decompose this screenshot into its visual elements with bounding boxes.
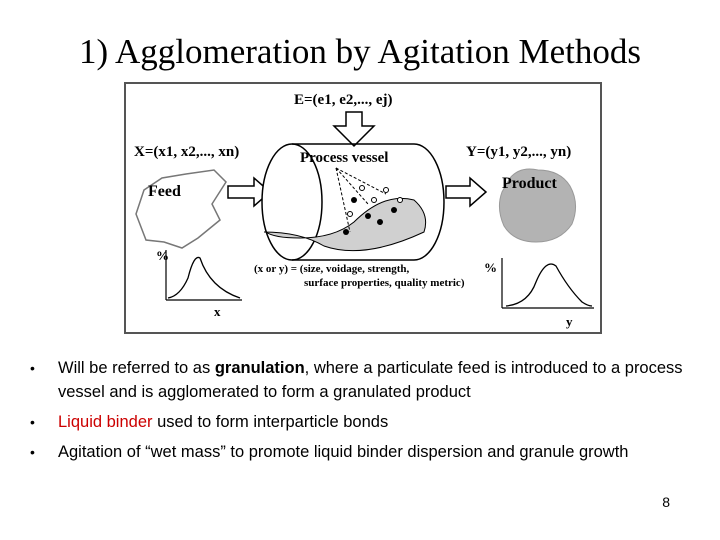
process-diagram-svg [124, 82, 602, 334]
granulation-process-diagram [124, 82, 602, 334]
bullet-marker: • [30, 360, 35, 376]
output-vector-label: Y=(y1, y2,..., yn) [466, 144, 572, 160]
input-vector-label: X=(x1, x2,..., xn) [134, 144, 240, 160]
properties-text-line2: surface properties, quality metric) [304, 277, 465, 289]
bullet-1-text-start: Will be referred to as [58, 359, 215, 377]
energy-input-arrow [334, 112, 374, 146]
bullet-marker: • [30, 414, 35, 430]
right-plot-y-label: % [484, 260, 497, 275]
properties-text-line1: (x or y) = (size, voidage, strength, [254, 263, 410, 275]
page-number: 8 [662, 494, 670, 510]
bullet-marker: • [30, 444, 35, 460]
left-plot-y-label: % [156, 248, 169, 263]
feed-size-distribution-plot [166, 250, 242, 300]
bullet-list [24, 356, 684, 470]
product-arrow [446, 178, 486, 206]
bullet-agitation [24, 440, 684, 464]
feed-particles-blob [136, 170, 226, 248]
right-plot-x-label: y [566, 314, 573, 329]
bullet-3-text: Agitation of “wet mass” to promote liquid binder dispersion and granule growth [58, 443, 629, 461]
bullet-2-red-term: Liquid binder [58, 413, 153, 431]
slide-title: 1) Agglomeration by Agitation Methods [79, 32, 641, 71]
left-plot-x-label: x [214, 304, 221, 319]
bullet-2-text: used to form interparticle bonds [152, 413, 389, 431]
process-vessel-label: Process vessel [300, 150, 389, 166]
feed-label: Feed [148, 183, 181, 200]
bullet-granulation [24, 356, 684, 404]
product-label: Product [502, 175, 557, 192]
product-size-distribution-plot [502, 258, 594, 308]
bullet-1-text-end: , where a particulate feed is introduced to a process vessel and is agglomerated to form a granulated product [58, 359, 683, 401]
energy-vector-label: E=(e1, e2,..., ej) [294, 92, 393, 108]
bullet-1-bold-term: granulation [214, 359, 305, 377]
bullet-liquid-binder [24, 410, 684, 434]
